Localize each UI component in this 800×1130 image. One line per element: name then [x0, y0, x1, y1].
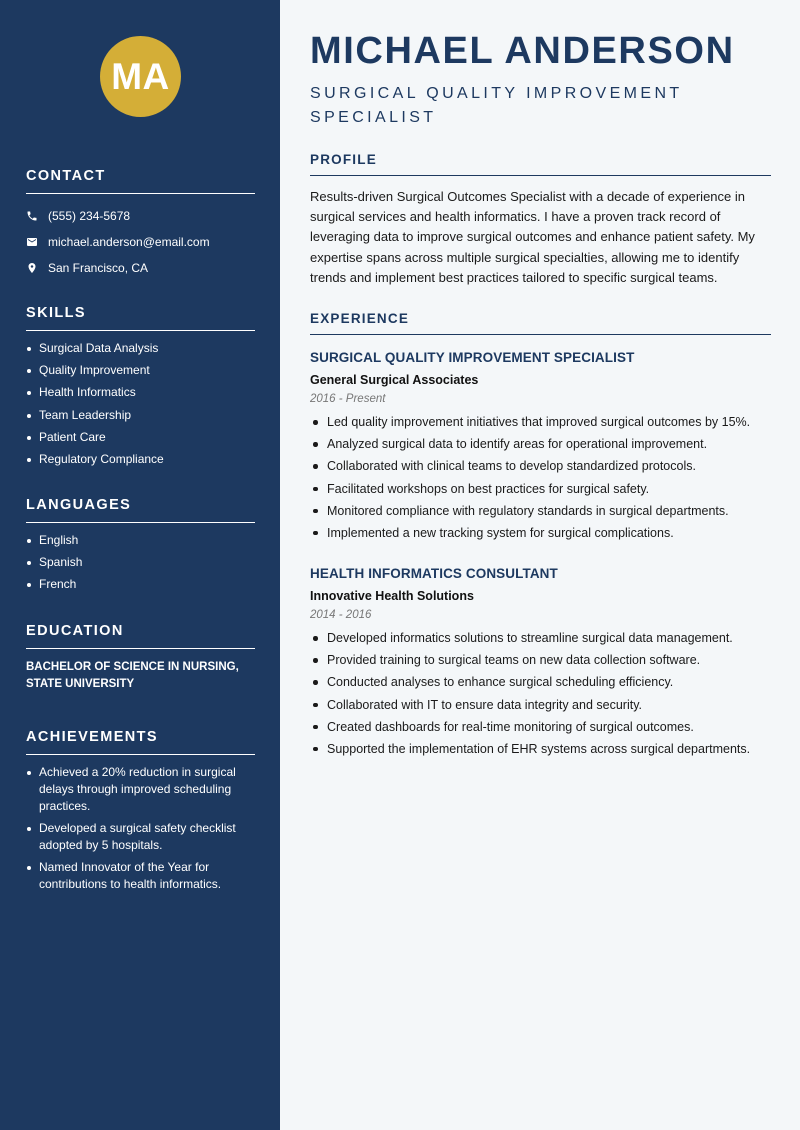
- contact-email-row: [26, 229, 255, 255]
- job-bullet: Monitored compliance with regulatory standards in surgical departments.: [310, 503, 771, 519]
- job-dates: 2016 - Present: [310, 393, 386, 405]
- job-company: Innovative Health Solutions: [310, 589, 474, 603]
- skill-item: Patient Care: [26, 429, 255, 446]
- candidate-title: SURGICAL QUALITY IMPROVEMENT SPECIALIST: [310, 85, 683, 126]
- contact-phone-row: [26, 203, 255, 229]
- skill-item: Regulatory Compliance: [26, 451, 255, 468]
- language-item: English: [26, 532, 255, 549]
- languages-heading: LANGUAGES: [26, 497, 255, 523]
- languages-section: [26, 497, 255, 599]
- job-bullet: Created dashboards for real-time monitoring of surgical outcomes.: [310, 719, 771, 735]
- skill-item: Surgical Data Analysis: [26, 340, 255, 357]
- avatar-initials: MA: [111, 55, 170, 97]
- sidebar: [0, 0, 280, 1130]
- skill-item: Team Leadership: [26, 407, 255, 424]
- education-heading: EDUCATION: [26, 623, 255, 649]
- contact-location-row: [26, 255, 255, 281]
- languages-list: [26, 532, 255, 593]
- map-pin-icon: [26, 262, 38, 274]
- achievement-item: Achieved a 20% reduction in surgical delays through improved scheduling practices.: [26, 764, 255, 815]
- language-item: Spanish: [26, 554, 255, 571]
- job-bullet: Facilitated workshops on best practices for surgical safety.: [310, 481, 771, 497]
- envelope-icon: [26, 236, 38, 248]
- job-company: General Surgical Associates: [310, 373, 479, 387]
- job-bullet: Supported the implementation of EHR systems across surgical departments.: [310, 741, 771, 757]
- contact-phone: (555) 234-5678: [48, 209, 131, 223]
- contact-email[interactable]: michael.anderson@email.com: [48, 235, 210, 249]
- skills-heading: SKILLS: [26, 305, 255, 331]
- job-entry: [310, 566, 771, 763]
- job-bullet: Conducted analyses to enhance surgical scheduling efficiency.: [310, 674, 771, 690]
- phone-icon: [26, 210, 38, 222]
- skill-item: Quality Improvement: [26, 362, 255, 379]
- job-bullet: Collaborated with clinical teams to develop standardized protocols.: [310, 458, 771, 474]
- experience-heading: EXPERIENCE: [310, 311, 771, 335]
- skills-section: [26, 305, 255, 473]
- job-bullet: Collaborated with IT to ensure data integrity and security.: [310, 697, 771, 713]
- contact-location: San Francisco, CA: [48, 261, 149, 275]
- job-bullets: [310, 414, 771, 541]
- job-bullet: Analyzed surgical data to identify areas for operational improvement.: [310, 436, 771, 452]
- achievements-heading: ACHIEVEMENTS: [26, 729, 255, 755]
- contact-list: [26, 203, 255, 281]
- profile-heading: PROFILE: [310, 152, 771, 176]
- achievement-item: Developed a surgical safety checklist adopted by 5 hospitals.: [26, 820, 255, 854]
- job-bullet: Provided training to surgical teams on new data collection software.: [310, 652, 771, 668]
- job-role: HEALTH INFORMATICS CONSULTANT: [310, 566, 558, 581]
- education-degree: BACHELOR OF SCIENCE IN NURSING, STATE UNIVERSITY: [26, 661, 239, 690]
- achievement-item: Named Innovator of the Year for contributions to health informatics.: [26, 859, 255, 893]
- job-bullet: Developed informatics solutions to streamline surgical data management.: [310, 630, 771, 646]
- job-role: SURGICAL QUALITY IMPROVEMENT SPECIALIST: [310, 350, 635, 365]
- job-bullets: [310, 630, 771, 757]
- contact-heading: CONTACT: [26, 168, 255, 194]
- avatar-initials-badge: [100, 36, 181, 117]
- language-item: French: [26, 576, 255, 593]
- contact-section: [26, 168, 255, 281]
- job-dates: 2014 - 2016: [310, 609, 372, 621]
- achievements-list: [26, 764, 255, 893]
- profile-text: Results-driven Surgical Outcomes Specialist with a decade of experience in surgical services and health informatics. I have a proven track record of leveraging data to improve surgical outcomes and enhance patient safety. My expertise spans across multiple surgical specialties, allowing me to identify trends and implement best practices tailored to specific surgical teams.: [310, 189, 755, 285]
- skill-item: Health Informatics: [26, 384, 255, 401]
- skills-list: [26, 340, 255, 468]
- education-section: [26, 623, 255, 693]
- job-bullet: Led quality improvement initiatives that improved surgical outcomes by 15%.: [310, 414, 771, 430]
- job-bullet: Implemented a new tracking system for surgical complications.: [310, 525, 771, 541]
- achievements-section: [26, 729, 255, 898]
- candidate-name: MICHAEL ANDERSON: [310, 30, 735, 72]
- job-entry: [310, 350, 771, 547]
